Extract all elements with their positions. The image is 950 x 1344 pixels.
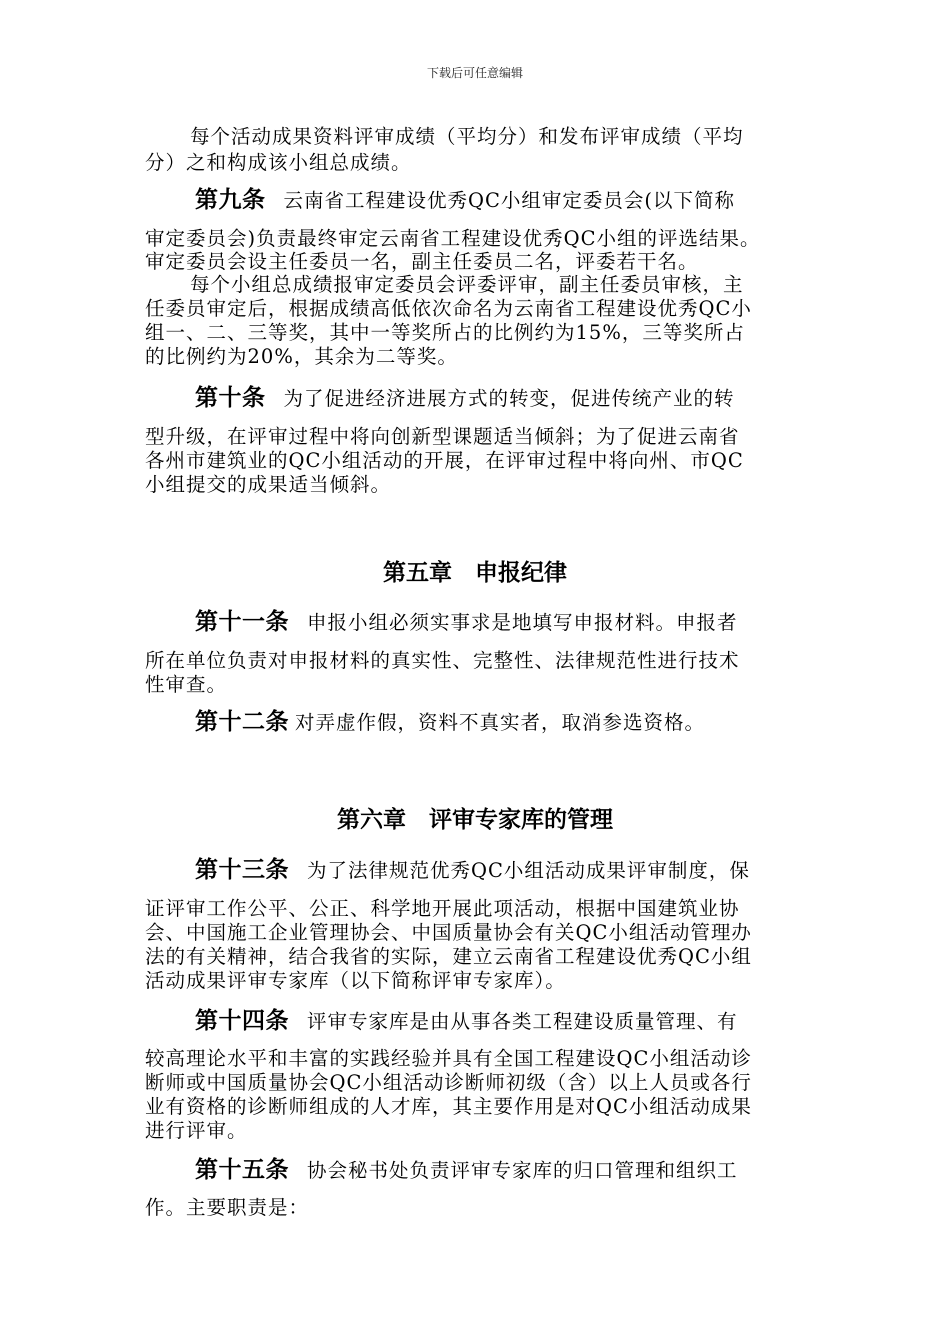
paragraph-line: 作。主要职责是： (145, 1196, 310, 1219)
article-label: 第九条 (195, 187, 266, 213)
paragraph-line: 性审查。 (145, 673, 228, 696)
article-14-heading (195, 1007, 738, 1036)
article-label: 第十四条 (195, 1008, 289, 1034)
paragraph-line: 审定委员会)负责最终审定云南省工程建设优秀QC小组的评选结果。 (145, 227, 761, 250)
article-text: 为了法律规范优秀QC小组活动成果评审制度，保 (307, 859, 750, 882)
paragraph-line: 进行评审。 (145, 1119, 248, 1142)
paragraph-line: 业有资格的诊断师组成的人才库，其主要作用是对QC小组活动成果 (145, 1095, 752, 1118)
article-text: 评审专家库是由从事各类工程建设质量管理、有 (307, 1010, 738, 1033)
chapter-5-title: 第五章 申报纪律 (383, 560, 567, 586)
article-10-heading (195, 384, 735, 413)
paragraph-line: 所在单位负责对申报材料的真实性、完整性、法律规范性进行技术 (145, 649, 740, 672)
article-text: 申报小组必须实事求是地填写申报材料。申报者 (307, 611, 738, 634)
chapter-6-title: 第六章 评审专家库的管理 (337, 807, 613, 833)
article-text: 云南省工程建设优秀QC小组审定委员会(以下简称 (283, 189, 736, 212)
paragraph-line: 审定委员会设主任委员一名，副主任委员二名，评委若干名。 (145, 250, 699, 273)
paragraph-line: 各州市建筑业的QC小组活动的开展，在评审过程中将向州、市QC (145, 449, 744, 472)
paragraph-line: 分）之和构成该小组总成绩。 (145, 151, 412, 174)
article-label: 第十五条 (195, 1157, 289, 1183)
paragraph-line: 任委员审定后，根据成绩高低依次命名为云南省工程建设优秀QC小 (145, 297, 752, 320)
paragraph-line: 证评审工作公平、公正、科学地开展此项活动，根据中国建筑业协 (145, 897, 740, 920)
page-header: 下载后可任意编辑 (426, 66, 523, 80)
paragraph-line: 小组提交的成果适当倾斜。 (145, 473, 392, 496)
article-label: 第十一条 (195, 609, 289, 635)
paragraph-line: 每个小组总成绩报审定委员会评委评审，副主任委员审核，主 (190, 273, 744, 296)
article-label: 第十条 (195, 385, 266, 411)
article-9-heading (195, 186, 735, 215)
article-13-heading (195, 856, 750, 885)
paragraph-line: 断师或中国质量协会QC小组活动诊断师初级（含）以上人员或各行 (145, 1071, 752, 1094)
paragraph-line: 较高理论水平和丰富的实践经验并具有全国工程建设QC小组活动诊 (145, 1047, 752, 1070)
paragraph-line: 型升级，在评审过程中将向创新型课题适当倾斜；为了促进云南省 (145, 425, 740, 448)
paragraph-line: 会、中国施工企业管理协会、中国质量协会有关QC小组活动管理办 (145, 921, 752, 944)
paragraph-line: 组一、二、三等奖，其中一等奖所占的比例约为15%，三等奖所占 (145, 321, 745, 344)
paragraph-line: 的比例约为20%，其余为二等奖。 (145, 345, 458, 368)
paragraph-line: 活动成果评审专家库（以下简称评审专家库）。 (145, 969, 566, 992)
article-label: 第十二条 (195, 709, 289, 735)
article-text: 协会秘书处负责评审专家库的归口管理和组织工 (307, 1159, 738, 1182)
article-text: 为了促进经济进展方式的转变，促进传统产业的转 (283, 387, 735, 410)
paragraph-line: 每个活动成果资料评审成绩（平均分）和发布评审成绩（平均 (190, 125, 744, 148)
paragraph-line: 法的有关精神，结合我省的实际，建立云南省工程建设优秀QC小组 (145, 945, 752, 968)
article-15-heading (195, 1156, 738, 1185)
article-12-heading (195, 708, 705, 737)
article-text: 对弄虚作假，资料不真实者，取消参选资格。 (295, 711, 706, 734)
article-11-heading (195, 608, 738, 637)
article-label: 第十三条 (195, 857, 289, 883)
